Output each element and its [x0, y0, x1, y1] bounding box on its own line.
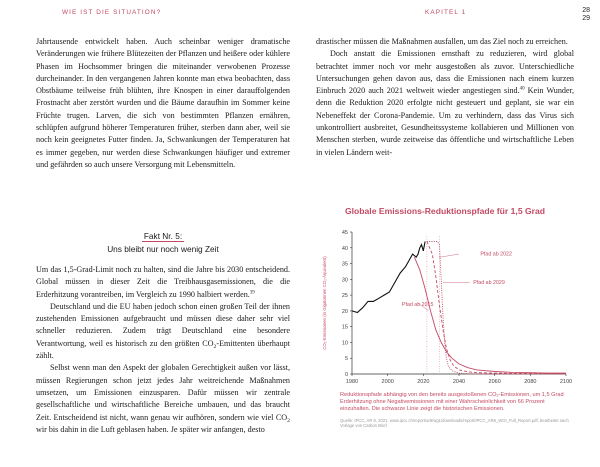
- y-tick-label: 15: [341, 324, 348, 331]
- y-tick-label: 0: [344, 372, 348, 378]
- series-line: [414, 257, 566, 373]
- x-tick-label: 2000: [381, 379, 394, 385]
- paragraph: [36, 264, 290, 301]
- paragraph: [36, 362, 290, 436]
- fakt-label: [36, 231, 290, 241]
- paragraph-text: Doch anstatt die Emissionen ernsthaft zu reduzieren, wird global betrachtet immer noch vor mehr ausgestoßen als zuvor. Unterschiedliche Untersuchungen gehen davon aus, dass die Emissionen nach einem kurzen Einbruch 2020 auch 2021 weltweit wieder angestiegen sind.: [316, 49, 574, 96]
- emissions-chart: [316, 222, 574, 390]
- paragraph: drastischer müssen die Maßnahmen ausfallen, um das Ziel noch zu erreichen.: [316, 37, 568, 46]
- x-tick-label: 2100: [559, 379, 573, 385]
- y-tick-label: 30: [341, 277, 348, 284]
- x-tick-label: 2020: [417, 379, 430, 385]
- series-label: Pfad ab 2015: [401, 302, 434, 309]
- paragraph-text: Selbst wenn man den Aspekt der globalen Gerechtigkeit außen vor lässt, müssen Regierungen schon jetzt jedes Jahr weitreichende Maßnahmen umsetzen, um Emissionen einzusparen. Dafür müssen wir zentrale gesellschaftliche und wirtschaftliche Bereiche umbauen, und das braucht Zeit. Entscheidend ist nicht, wann genau wir aufhören, sondern wie viel CO: [36, 363, 290, 422]
- y-axis-label: CO₂-Emissionen (in Gigatonnen CO₂-Äquivalent): [322, 256, 327, 350]
- footnote-ref: 40: [519, 86, 525, 92]
- y-tick-label: 10: [341, 340, 348, 347]
- paragraph: [36, 301, 290, 362]
- paragraph-text: Kein Wunder, denn die Reduktion 2020 erfolgte nicht gesteuert und geplant, sie war ein Nebeneffekt der Corona-Pandemie. Um zu verhindern, dass das Virus sich unkontrolliert ausbreitet, Gesundheitssysteme kollabieren und Millionen von Menschen sterben, wurde zeitweise das öffentliche und wirtschaftliche Leben in vielen Ländern weit-: [316, 86, 574, 157]
- page-numbers: [582, 7, 590, 23]
- series-line: [427, 242, 566, 375]
- running-header-left: WIE IST DIE SITUATION?: [62, 9, 162, 16]
- y-tick-label: 20: [341, 308, 348, 315]
- page-number-right: 29: [582, 15, 590, 22]
- left-column-text-bottom: [36, 264, 290, 436]
- x-tick-label: 2040: [452, 379, 466, 385]
- chart-source: Quelle: IPCC, AR 6, 2021: www.ipcc.ch/report/ar6/wg1/downloads/report/IPCC_AR6_WGI_Full_Report.pdf, bearbeitet nach Vorlage von Carbon Brief: [340, 418, 569, 429]
- y-tick-label: 5: [344, 356, 348, 363]
- paragraph-text: Deutschland und die EU haben jedoch schon einen großen Teil der ihnen zustehenden Emissionen aufgebraucht und müssen diese daher sehr viel schneller reduzieren. Zudem trägt Deutschland eine besondere Verantwortung, weil es historisch zu den größten CO: [36, 301, 290, 348]
- y-tick-label: 45: [341, 230, 348, 236]
- left-column-text-top: [36, 36, 290, 171]
- chart-caption: Reduktionspfade abhängig von den bereits ausgestoßenen CO₂-Emissionen, um 1,5 Grad Erderhitzung ohne Negativemissionen mit einer Wahrscheinlichkeit von 66 Prozent einzuhalten. Die schwarze Linie zeigt die historischen Emissionen.: [340, 392, 564, 413]
- subscript: 2: [287, 417, 290, 424]
- paragraph: Jahrtausende entwickelt haben. Auch scheinbar weniger dramatische Veränderungen wie frühere Blütezeiten der Pflanzen und heißere oder kühlere Phasen im Hochsommer bringen die miteinander verwobenen Prozesse durcheinander. In den vergangenen Jahren konnte man etwa beobachten, dass Obstbäume teilweise früh blühten, ihre Knospen in einer darauffolgenden Frostnacht aber zerstört wurden und die Bäume daraufhin im Sommer keine Früchte trugen. Larven, die sich von bestimmten Pflanzen ernähren, schlüpfen aufgrund höherer Temperaturen früher, sterben dann aber, weil sie noch kein geeignetes Futter finden. Ja, Schwankungen der Temperaturen hat es immer gegeben, nur werden diese Schwankungen häufiger und extremer und gefährden so auch unsere Versorgung mit Lebensmitteln.: [36, 37, 290, 169]
- x-tick-label: 2080: [524, 379, 537, 385]
- x-tick-label: 1980: [345, 379, 359, 385]
- x-tick-label: 2060: [488, 379, 501, 385]
- y-tick-label: 25: [341, 293, 348, 300]
- page-number-left: 28: [582, 7, 590, 14]
- chart-labels: [402, 252, 512, 311]
- label-leader: [439, 254, 459, 257]
- paragraph-text: Um das 1,5-Grad-Limit noch zu halten, sind die Jahre bis 2030 entscheidend. Global müssen in dieser Zeit die Treibhausgasemissionen, die die Erderhitzung vorantreiben, im Vergleich zu 1990 halbiert werden.: [36, 265, 290, 299]
- y-tick-label: 35: [341, 261, 348, 268]
- running-header-right: KAPITEL 1: [425, 9, 467, 16]
- series-label: Pfad ab 2022: [480, 251, 512, 258]
- subscript: 2: [213, 343, 217, 350]
- footnote-ref: 39: [249, 289, 255, 295]
- paragraph: [316, 48, 574, 159]
- paragraph-text: -Emittenten überhaupt zählt.: [36, 338, 290, 361]
- fakt-title: Uns bleibt nur noch wenig Zeit: [107, 244, 219, 254]
- fakt-label-text: Fakt Nr. 5:: [143, 231, 183, 241]
- right-column-text: [316, 36, 574, 159]
- series-label: Pfad ab 2029: [473, 280, 505, 287]
- y-tick-label: 40: [341, 245, 348, 252]
- paragraph-text: wir bis dahin in die Luft geblasen haben. Je später wir anfangen, desto: [36, 424, 265, 434]
- chart-title: Globale Emissions-Reduktionspfade für 1,5 Grad: [344, 206, 546, 216]
- chart-lines: [352, 242, 566, 375]
